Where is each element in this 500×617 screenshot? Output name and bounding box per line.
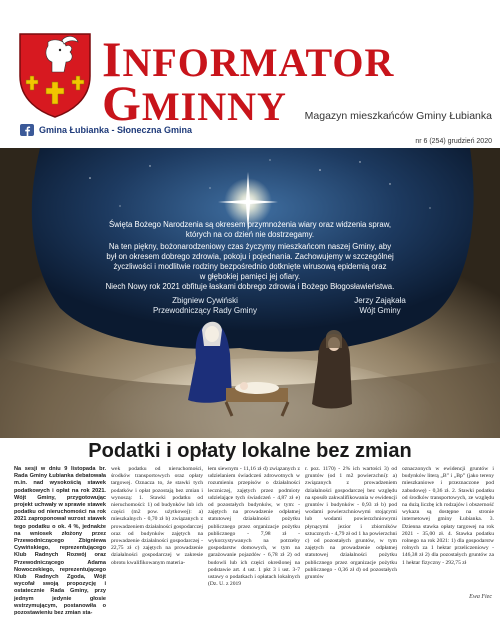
- masthead-title-line-1: [102, 31, 395, 87]
- signatory-name: Jerzy Zająkała: [354, 296, 406, 305]
- article-paragraph: oznaczonych w ewidencji gruntów i budynków literą „B” i „Bp” (jako tereny mieszkaniowe i przeznaczone pod zabudowę) - 0,36 zł. 2. Stawki podatku od środków transportowych, ze względu na dużą liczbę ich rodzajów i obszerność wykazu są dostępne na stronie internetowej gminy Łubianka. 3. Dzienna stawka opłaty targowej na rok 2021 - 35,00 zł. 4. Stawka podatku rolnego na rok 2021: 1) dla gospodarstw rolnych za 1 hektar przeliczeniowy - 146,38 zł 2) dla pozostałych gruntów za 1 hektar fizyczny - 292,75 zł: [402, 466, 494, 566]
- greeting-line: był on okresem dobrego zdrowia, pokoju i pojednania. Zachowujemy w szczególnej: [106, 252, 394, 261]
- masthead: [0, 0, 500, 145]
- article-paragraph: łem siewnym - 11,16 zł d) związanych z udzielaniem świadczeń zdrowotnych w rozumieniu przepisów o działalności leczniczej, zajętych przez podmioty udzielające tych świadczeń - 4,87 zł e) od pozostałych budynków, w tym: - zajętych na prowadzenie odpłatnej statutowej działalności pożytku publicznego przez organizacje pożytku publicznego - 7,98 zł - wykorzystywanych na potrzeby gospodarstw domowych, w tym na garażowanie pojazdów - 6,78 zł 2) od budowli lub ich części określonej na podstawie art. 4 ust. 1 pkt 3 i ust. 3-7 ustawy o podatkach i opłatach lokalnych (Dz. U. z 2019: [208, 466, 300, 588]
- article-author: Ewa Fiec: [469, 594, 492, 600]
- title-rest-2: MINNY: [141, 84, 287, 129]
- article-lead: Na sesji w dniu 9 listopada br. Rada Gminy Łubianka debatowała m.in. nad wysokością stawek podatkowych i opłat na rok 2021. Wójt Gminy, przygotowując projekt uchwały w sprawie stawek podatku od nieruchomości na rok 2021 zaproponował wzrost stawek tego podatku o ok. 4 %, jednakże na wniosek złożony przez Przewodniczącego Zbigniewa Cywińskiego, reprezentującego Klub Radnych Rozwój oraz Przewodniczącego Adama Nowoczekiego, reprezentującego Klub Radnych Zgoda, Wójt wycofał swoją propozycję i ostatecznie Rada Gminy, przy jednym jedynie głosie wstrzymującym, postanowiła o pozostawieniu bez zmian sta-: [14, 466, 106, 617]
- signatory-role: Przewodniczący Rady Gminy: [152, 306, 258, 315]
- article-column-2: [111, 466, 203, 602]
- hero-image: [0, 148, 500, 438]
- greeting-line: Na ten piękny, bożonarodzeniowy czas życzymy mieszkańcom naszej Gminy, aby: [108, 242, 392, 251]
- facebook-icon: [20, 124, 34, 136]
- issue-number: nr 6 (254) grudzień 2020: [415, 138, 492, 145]
- title-initial-2: G: [102, 75, 142, 131]
- signature-mayor: [325, 296, 435, 316]
- title-rest-1: NFORMATOR: [122, 40, 395, 85]
- article-paragraph: wek podatku od nieruchomości, środków transportowych oraz opłaty targowej. Oznacza to, że stawki tych podatków i opłat pozostają bez zmian i wynoszą: 1. Stawki podatku od nieruchomości: 1) od budynków lub ich części (m2 pow. użytkowej): a) mieszkalnych - 0,70 zł b) związanych z prowadzeniem działalności gospodarczej oraz od budynków zajętych na prowadzenie działalności gospodarczej - 22,75 zł c) zajętych na prowadzenie działalności gospodarczej w zakresie obrotu kwalifikowanym materia-: [111, 466, 203, 566]
- article-body: [14, 466, 494, 617]
- article-headline: Podatki i opłaty lokalne bez zmian: [88, 440, 412, 462]
- greeting-line: Niech Nowy rok 2021 obfituje łaskami dobrego zdrowia i Bożego Błogosławieństwa.: [105, 282, 395, 291]
- article-paragraph: r. poz. 1170) - 2% ich wartości 3) od gruntów (od 1 m2 powierzchni): a) związanych z prowadzeniem działalności gospodarczej bez względu na sposób zakwalifikowania w ewidencji gruntów i budynków - 0,93 zł b) pod wodami powierzchniowymi stojącymi lub wodami powierzchniowymi płynącymi jezior i zbiorników sztucznych - 4,79 zł od 1 ha powierzchni c) od pozostałych gruntów, w tym zajętych na prowadzenie odpłatnej statutowej działalności pożytku publicznego przez organizacje pożytku publicznego - 0,36 zł d) od pozostałych gruntów: [305, 466, 397, 581]
- title-initial-1: I: [102, 31, 123, 87]
- signatory-role: Wójt Gminy: [359, 306, 401, 315]
- article-column-3: [208, 466, 300, 602]
- signatory-name: Zbigniew Cywiński: [172, 296, 238, 305]
- coat-of-arms-icon: [18, 32, 92, 118]
- greeting-line: których na co dzień nie dostrzegamy.: [185, 230, 315, 239]
- article-column-5: [402, 466, 494, 602]
- article-column-1: [14, 466, 106, 617]
- facebook-link[interactable]: [20, 124, 192, 136]
- nativity-scene-illustration: [0, 148, 500, 438]
- masthead-title-line-2: [102, 75, 287, 131]
- article-column-4: [305, 466, 397, 602]
- christmas-greeting: [0, 220, 500, 292]
- greeting-line: Święta Bożego Narodzenia są okresem przymnożenia wiary oraz widzenia spraw,: [108, 220, 392, 229]
- facebook-label: Gmina Łubianka - Słoneczna Gmina: [39, 125, 193, 135]
- masthead-subtitle: Magazyn mieszkańców Gminy Łubianka: [304, 110, 492, 122]
- greeting-line: życzliwości i modlitwie rodziny bezpośrednio dotknięte wirusową epidemią oraz: [113, 262, 387, 271]
- signature-council-chair: [130, 296, 280, 316]
- greeting-line: w głębokiej pamięci jej ofiary.: [199, 272, 301, 281]
